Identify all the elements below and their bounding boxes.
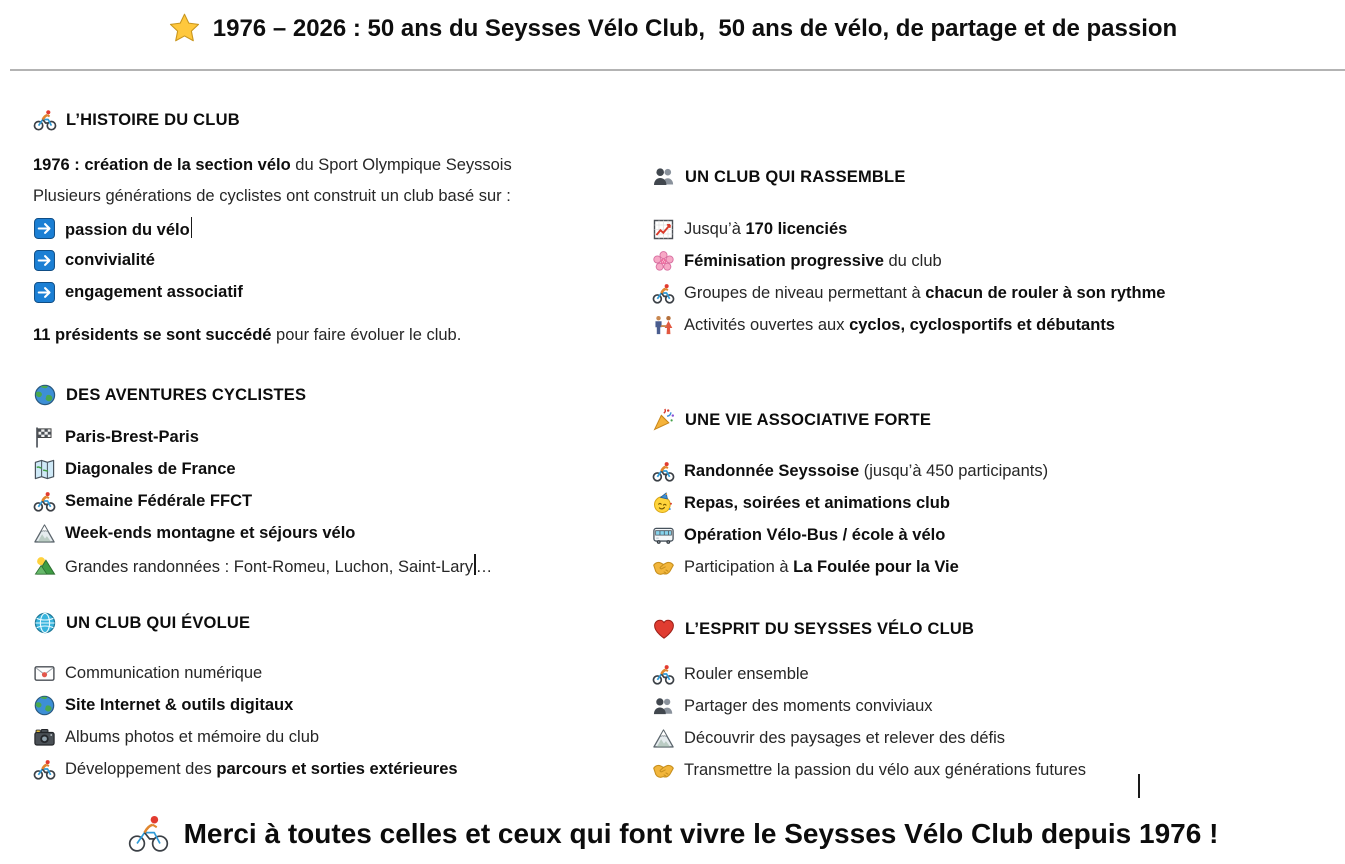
email-icon bbox=[33, 662, 56, 685]
text: engagement associatif bbox=[65, 282, 243, 301]
section-club-qui-rassemble bbox=[652, 165, 1322, 341]
section-heading-text: L’ESPRIT DU SEYSSES VÉLO CLUB bbox=[685, 619, 975, 638]
section-heading bbox=[33, 108, 638, 132]
person-biking-icon bbox=[33, 108, 57, 132]
text: Groupes de niveau permettant à chacun de rouler à son rythme bbox=[684, 283, 1166, 302]
list-item bbox=[652, 690, 1322, 722]
page-title bbox=[0, 12, 1345, 45]
section-heading bbox=[652, 408, 1322, 432]
chequered-flag-icon bbox=[33, 426, 56, 449]
list-item bbox=[652, 245, 1322, 277]
arrow-right-icon bbox=[33, 281, 56, 304]
paragraph bbox=[33, 181, 638, 212]
list-item bbox=[33, 657, 638, 689]
bus-icon bbox=[652, 524, 675, 547]
section-heading-text: DES AVENTURES CYCLISTES bbox=[66, 385, 307, 404]
mountain-snow-icon bbox=[652, 727, 675, 750]
list-item bbox=[33, 721, 638, 753]
list-item bbox=[33, 485, 638, 517]
list-item bbox=[652, 519, 1322, 551]
handshake-icon bbox=[652, 759, 675, 782]
list-item bbox=[652, 658, 1322, 690]
cherry-blossom-icon bbox=[652, 250, 675, 273]
text: Grandes randonnées : Font-Romeu, Luchon, Saint-Lary … bbox=[65, 554, 492, 577]
earth-globe-icon bbox=[33, 694, 56, 717]
section-heading-text: UN CLUB QUI ÉVOLUE bbox=[66, 613, 251, 632]
globe-meridians-icon bbox=[33, 611, 57, 635]
person-biking-icon bbox=[33, 490, 56, 513]
couple-holding-hands-icon bbox=[652, 314, 675, 337]
arrow-right-icon bbox=[33, 249, 56, 272]
text: Diagonales de France bbox=[65, 459, 236, 478]
text: Participation à La Foulée pour la Vie bbox=[684, 557, 959, 576]
text: Développement des parcours et sorties extérieures bbox=[65, 759, 458, 778]
list-item bbox=[652, 754, 1322, 786]
paragraph bbox=[33, 150, 638, 181]
section-heading bbox=[33, 383, 638, 407]
footer-text: Merci à toutes celles et ceux qui font vivre le Seysses Vélo Club depuis 1976 ! bbox=[183, 817, 1219, 849]
arrow-right-icon bbox=[33, 217, 56, 240]
list-item bbox=[33, 517, 638, 549]
text: 1976 : création de la section vélo du Sport Olympique Seyssois bbox=[33, 156, 512, 174]
left-column bbox=[33, 108, 638, 785]
text: Plusieurs générations de cyclistes ont construit un club basé sur : bbox=[33, 187, 511, 205]
list-item bbox=[33, 549, 638, 581]
text-cursor bbox=[191, 217, 193, 238]
list-item bbox=[33, 244, 638, 276]
text: convivialité bbox=[65, 250, 155, 269]
list-item bbox=[33, 453, 638, 485]
right-column bbox=[652, 165, 1322, 786]
text: Féminisation progressive du club bbox=[684, 251, 942, 270]
person-biking-icon bbox=[33, 758, 56, 781]
page-title-text: 1976 – 2026 : 50 ans du Seysses Vélo Club, 50 ans de vélo, de partage et de passion bbox=[212, 14, 1178, 42]
list-item bbox=[652, 551, 1322, 583]
sunrise-mountains-icon bbox=[33, 554, 56, 577]
text-cursor bbox=[1138, 774, 1140, 798]
text: Albums photos et mémoire du club bbox=[65, 727, 320, 746]
list-item bbox=[33, 421, 638, 453]
section-heading bbox=[33, 611, 638, 635]
text: Communication numérique bbox=[65, 663, 263, 682]
section-esprit-du-club bbox=[652, 617, 1322, 786]
chart-increasing-icon bbox=[652, 218, 675, 241]
list-item bbox=[33, 753, 638, 785]
list-item bbox=[652, 455, 1322, 487]
section-heading bbox=[652, 165, 1322, 189]
text: Jusqu’à 170 licenciés bbox=[684, 219, 848, 238]
text: Semaine Fédérale FFCT bbox=[65, 491, 253, 510]
list-item bbox=[652, 722, 1322, 754]
footer-message bbox=[0, 812, 1345, 855]
section-aventures-cyclistes bbox=[33, 383, 638, 581]
list-item bbox=[33, 212, 638, 244]
partying-face-icon bbox=[652, 492, 675, 515]
list-item bbox=[652, 309, 1322, 341]
list-item bbox=[33, 276, 638, 308]
handshake-icon bbox=[652, 556, 675, 579]
text: Repas, soirées et animations club bbox=[684, 493, 950, 512]
text: Activités ouvertes aux cyclos, cyclosportifs et débutants bbox=[684, 315, 1115, 334]
section-histoire-du-club bbox=[33, 108, 638, 351]
text: 11 présidents se sont succédé pour faire évoluer le club. bbox=[33, 326, 462, 344]
header-divider bbox=[10, 69, 1345, 71]
busts-silhouette-icon bbox=[652, 165, 676, 189]
text: passion du vélo bbox=[65, 217, 192, 240]
text: Paris-Brest-Paris bbox=[65, 427, 199, 446]
person-biking-icon bbox=[652, 282, 675, 305]
person-biking-icon bbox=[127, 812, 170, 855]
list-item bbox=[652, 213, 1322, 245]
text: Site Internet & outils digitaux bbox=[65, 695, 294, 714]
section-heading bbox=[652, 617, 1322, 641]
busts-silhouette-icon bbox=[652, 695, 675, 718]
red-heart-icon bbox=[652, 617, 676, 641]
section-club-qui-evolue bbox=[33, 611, 638, 785]
section-vie-associative bbox=[652, 408, 1322, 583]
earth-globe-icon bbox=[33, 383, 57, 407]
mountain-snow-icon bbox=[33, 522, 56, 545]
text: Partager des moments conviviaux bbox=[684, 696, 933, 715]
person-biking-icon bbox=[652, 663, 675, 686]
camera-icon bbox=[33, 726, 56, 749]
person-biking-icon bbox=[652, 460, 675, 483]
party-popper-icon bbox=[652, 408, 676, 432]
section-heading-text: UNE VIE ASSOCIATIVE FORTE bbox=[685, 410, 932, 429]
list-item bbox=[33, 689, 638, 721]
text: Week-ends montagne et séjours vélo bbox=[65, 523, 356, 542]
text: Rouler ensemble bbox=[684, 664, 809, 683]
text: Randonnée Seyssoise (jusqu’à 450 participants) bbox=[684, 461, 1049, 480]
star-icon bbox=[168, 12, 201, 45]
section-heading-text: L’HISTOIRE DU CLUB bbox=[66, 110, 240, 129]
text: Opération Vélo-Bus / école à vélo bbox=[684, 525, 946, 544]
text: Découvrir des paysages et relever des défis bbox=[684, 728, 1005, 747]
section-heading-text: UN CLUB QUI RASSEMBLE bbox=[685, 167, 906, 186]
world-map-icon bbox=[33, 458, 56, 481]
list-item bbox=[652, 487, 1322, 519]
text: Transmettre la passion du vélo aux générations futures bbox=[684, 760, 1087, 779]
list-item bbox=[652, 277, 1322, 309]
paragraph bbox=[33, 320, 638, 351]
